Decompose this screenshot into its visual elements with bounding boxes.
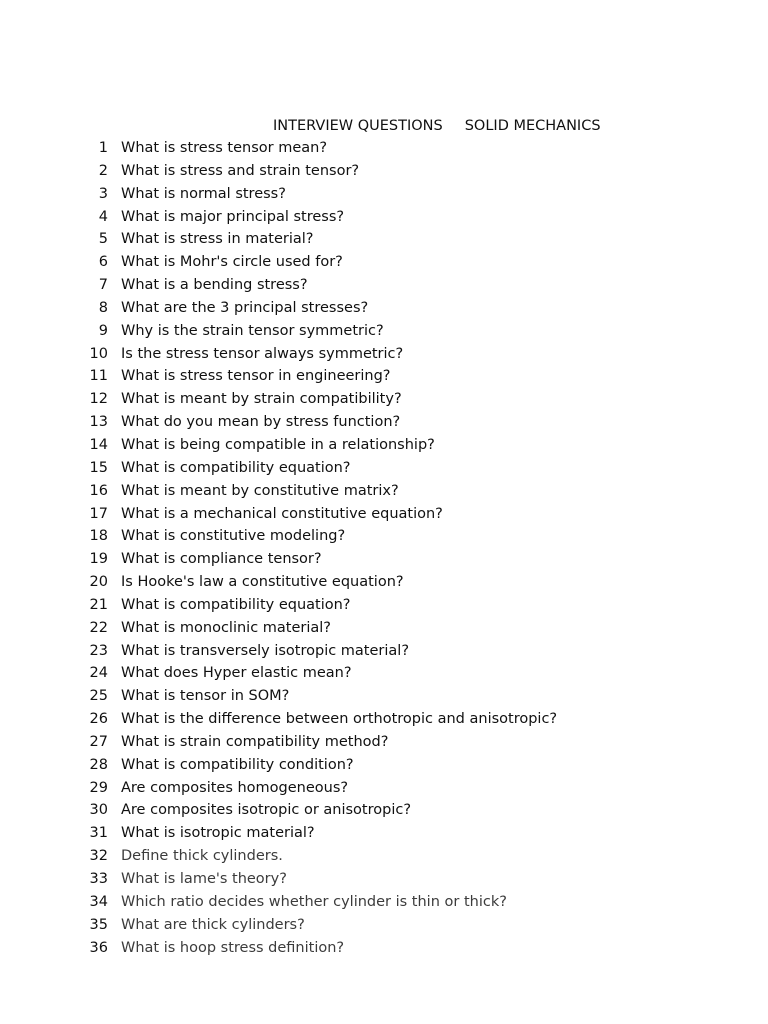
question-number: 9 (98, 322, 108, 339)
question-row (0, 251, 768, 274)
question-row (0, 365, 768, 388)
question-number: 12 (89, 391, 108, 408)
question-row (0, 754, 768, 777)
question-row (0, 914, 768, 937)
question-number: 19 (89, 551, 108, 568)
question-text: What is stress in material? (121, 231, 314, 248)
question-number: 35 (89, 916, 108, 933)
question-number: 25 (89, 688, 108, 705)
question-row (0, 274, 768, 297)
question-row (0, 206, 768, 229)
question-text: What is compatibility equation? (121, 459, 351, 476)
question-number: 17 (89, 505, 108, 522)
question-row (0, 640, 768, 663)
question-text: Why is the strain tensor symmetric? (121, 322, 384, 339)
question-row (0, 343, 768, 366)
question-number: 18 (89, 528, 108, 545)
question-number: 3 (98, 185, 108, 202)
question-row (0, 777, 768, 800)
question-number: 2 (98, 162, 108, 179)
question-row (0, 297, 768, 320)
question-number: 31 (89, 825, 108, 842)
question-text: What is normal stress? (121, 185, 286, 202)
question-number: 21 (89, 596, 108, 613)
question-text: What is compliance tensor? (121, 551, 322, 568)
question-row (0, 457, 768, 480)
question-number: 22 (89, 619, 108, 636)
question-number: 20 (89, 574, 108, 591)
question-text: What is major principal stress? (121, 208, 345, 225)
question-text: What is a bending stress? (121, 277, 308, 294)
title-interview-questions: INTERVIEW QUESTIONS (273, 118, 443, 134)
question-number: 8 (98, 299, 108, 316)
question-text: What is constitutive modeling? (121, 528, 346, 545)
question-row (0, 548, 768, 571)
question-number: 24 (89, 665, 108, 682)
question-row (0, 822, 768, 845)
question-text: What is stress tensor mean? (121, 140, 328, 156)
question-text: What are thick cylinders? (121, 916, 305, 933)
question-text: What is a mechanical constitutive equation? (121, 505, 443, 522)
question-text: What is stress and strain tensor? (121, 162, 360, 179)
question-number: 11 (89, 368, 108, 385)
question-number: 29 (89, 779, 108, 796)
question-row (0, 845, 768, 868)
question-row (0, 685, 768, 708)
question-row (0, 183, 768, 206)
question-row (0, 617, 768, 640)
question-text: Is Hooke's law a constitutive equation? (121, 574, 404, 591)
question-text: What is stress tensor in engineering? (121, 368, 391, 385)
question-row (0, 137, 768, 160)
question-number: 36 (89, 939, 108, 956)
question-number: 5 (98, 231, 108, 248)
question-row (0, 480, 768, 503)
question-row (0, 868, 768, 891)
question-text: What is compatibility equation? (121, 596, 351, 613)
question-row (0, 799, 768, 822)
question-row (0, 160, 768, 183)
question-row (0, 434, 768, 457)
question-number: 14 (89, 436, 108, 453)
question-row (0, 731, 768, 754)
question-text: What do you mean by stress function? (121, 414, 401, 431)
question-text: What is hoop stress definition? (121, 939, 345, 956)
question-text: Are composites homogeneous? (121, 779, 349, 796)
question-number: 4 (98, 208, 108, 225)
question-number: 27 (89, 733, 108, 750)
question-text: What is compatibility condition? (121, 756, 354, 773)
question-number: 34 (89, 893, 108, 910)
question-text: What is Mohr's circle used for? (121, 254, 343, 271)
question-row (0, 708, 768, 731)
question-number: 15 (89, 459, 108, 476)
question-text: What is the difference between orthotropic and anisotropic? (121, 711, 558, 728)
question-number: 32 (89, 848, 108, 865)
question-row (0, 891, 768, 914)
question-text: Define thick cylinders. (121, 848, 283, 865)
question-text: What is monoclinic material? (121, 619, 332, 636)
question-number: 23 (89, 642, 108, 659)
question-text: What are the 3 principal stresses? (121, 299, 369, 316)
question-list (0, 137, 768, 959)
question-text: What is tensor in SOM? (121, 688, 290, 705)
question-number: 16 (89, 482, 108, 499)
question-row (0, 503, 768, 526)
question-row (0, 525, 768, 548)
question-row (0, 411, 768, 434)
question-number: 1 (98, 140, 108, 156)
question-text: Is the stress tensor always symmetric? (121, 345, 404, 362)
question-number: 7 (98, 277, 108, 294)
question-row (0, 388, 768, 411)
question-number: 28 (89, 756, 108, 773)
question-text: What is meant by strain compatibility? (121, 391, 402, 408)
question-number: 26 (89, 711, 108, 728)
question-text: What is lame's theory? (121, 871, 287, 887)
question-row (0, 937, 768, 960)
question-row (0, 662, 768, 685)
question-text: What is meant by constitutive matrix? (121, 482, 399, 499)
question-row (0, 594, 768, 617)
question-number: 30 (89, 802, 108, 819)
question-number: 10 (89, 345, 108, 362)
question-text: What is transversely isotropic material? (121, 642, 410, 659)
question-text: What is isotropic material? (121, 825, 315, 842)
question-text: Are composites isotropic or anisotropic? (121, 802, 412, 819)
question-number: 13 (89, 414, 108, 431)
question-text: What is strain compatibility method? (121, 733, 389, 750)
question-text: What is being compatible in a relationship? (121, 436, 435, 453)
document-title (273, 116, 601, 136)
question-number: 6 (98, 254, 108, 271)
question-text: Which ratio decides whether cylinder is thin or thick? (121, 893, 507, 910)
question-number: 33 (89, 871, 108, 887)
question-row (0, 320, 768, 343)
question-row (0, 228, 768, 251)
title-solid-mechanics: SOLID MECHANICS (464, 118, 601, 134)
question-text: What does Hyper elastic mean? (121, 665, 352, 682)
question-row (0, 571, 768, 594)
